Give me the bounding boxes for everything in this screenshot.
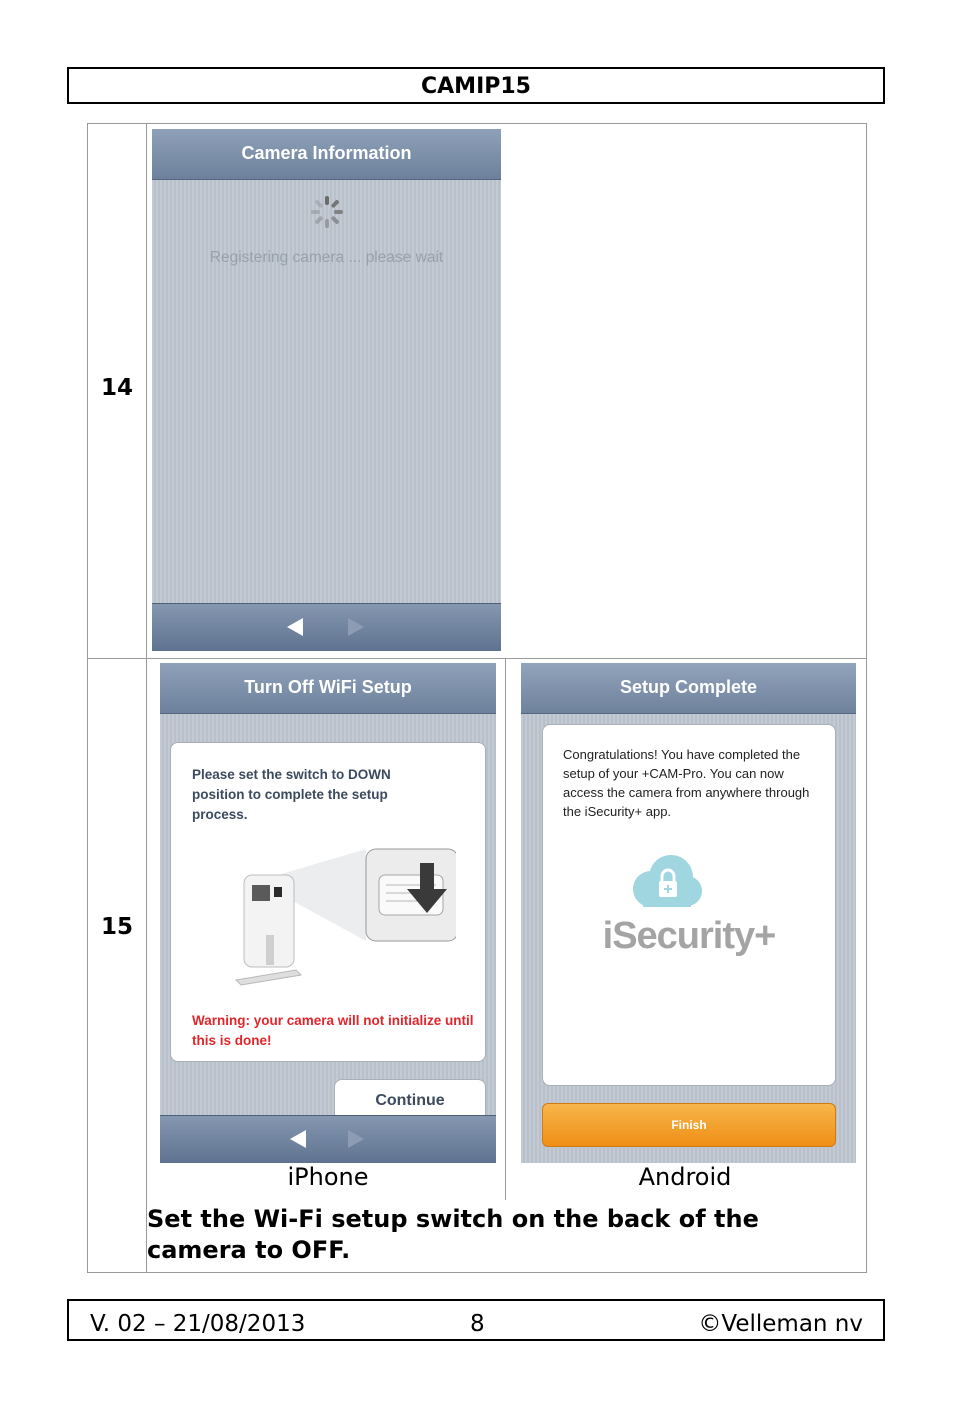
row-divider — [88, 658, 866, 659]
iphone-caption: iPhone — [287, 1163, 369, 1191]
forward-arrow-icon[interactable] — [348, 618, 364, 636]
screens-divider — [505, 659, 506, 1200]
screen-title: Turn Off WiFi Setup — [244, 677, 412, 697]
step-number-14: 14 — [100, 375, 133, 401]
footer-copyright: ©Velleman nv — [698, 1311, 863, 1337]
down-arrow-icon — [407, 863, 447, 915]
setup-complete-screen — [521, 663, 856, 1163]
toolbar — [160, 1115, 496, 1163]
instruction-card — [170, 742, 486, 1062]
back-arrow-icon[interactable] — [290, 1130, 306, 1148]
registering-status-text: Registering camera ... please wait — [209, 249, 444, 266]
turn-off-wifi-screen — [160, 663, 496, 1163]
congratulations-text: Congratulations! You have completed the setup of your +CAM-Pro. You can now access the camera from anywhere through the iSecurity+ app. — [563, 747, 810, 819]
isecurity-logo: iSecurity+ — [602, 915, 776, 957]
camera-information-screen — [152, 129, 501, 651]
footer-page-number: 8 — [470, 1311, 485, 1337]
cloud-lock-icon — [629, 853, 703, 911]
forward-arrow-icon[interactable] — [348, 1130, 364, 1148]
android-caption: Android — [638, 1163, 732, 1191]
screen-title: Setup Complete — [619, 677, 757, 697]
nav-bar — [160, 663, 496, 714]
nav-bar — [521, 663, 856, 714]
column-divider — [146, 124, 147, 1272]
warning-text: Warning: your camera will not initialize until this is done! — [192, 1013, 474, 1048]
page-header-title: CAMIP15 — [421, 74, 531, 99]
toolbar — [152, 603, 501, 651]
back-arrow-icon[interactable] — [287, 618, 303, 636]
step-15-instruction: Set the Wi-Fi setup switch on the back of the camera to OFF. — [147, 1205, 759, 1264]
page-header — [67, 67, 885, 104]
switch-instruction-text: Please set the switch to DOWN position to complete the setup process. — [192, 767, 391, 822]
screen-title: Camera Information — [241, 143, 412, 163]
message-card — [542, 724, 836, 1086]
continue-button[interactable]: Continue — [334, 1079, 486, 1121]
finish-button[interactable]: Finish — [542, 1103, 836, 1147]
step-number-15: 15 — [100, 914, 133, 940]
page-footer — [67, 1299, 885, 1341]
loading-spinner-icon — [311, 196, 343, 228]
footer-version: V. 02 – 21/08/2013 — [90, 1311, 306, 1337]
nav-bar — [152, 129, 501, 180]
